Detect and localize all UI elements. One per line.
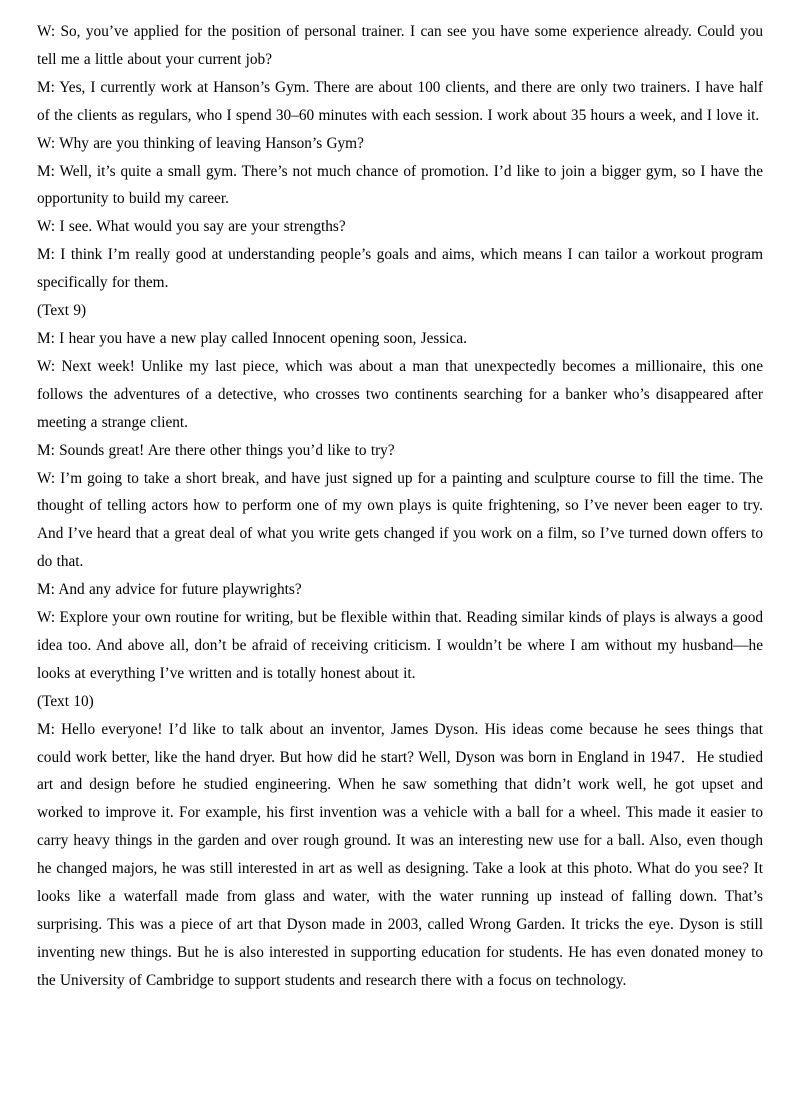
transcript-paragraph: (Text 9) <box>37 302 87 320</box>
transcript-paragraph: W: Explore your own routine for writing, but be flexible within that. Reading similar kinds of plays is always a good idea too. And above all, don’t be afraid of receiving criticism. I wouldn’t be where I am without my husband—he looks at everything I’ve written and is totally honest about it. <box>37 609 763 682</box>
transcript-paragraph: W: Why are you thinking of leaving Hanson’s Gym? <box>37 134 364 152</box>
transcript-paragraph: M: Yes, I currently work at Hanson’s Gym. There are about 100 clients, and there are only two trainers. I have half of the clients as regulars, who I spend 30–60 minutes with each session. I work about 35 hours a week, and I love it. <box>37 78 763 124</box>
transcript-paragraph: W: I see. What would you say are your strengths? <box>37 218 346 236</box>
transcript-paragraph: W: So, you’ve applied for the position of personal trainer. I can see you have some experience already. Could you tell me a little about your current job? <box>37 23 763 68</box>
transcript-paragraph: M: Well, it’s quite a small gym. There’s not much chance of promotion. I’d like to join a bigger gym, so I have the opportunity to build my career. <box>37 162 763 208</box>
transcript-paragraph: M: And any advice for future playwrights? <box>37 581 302 599</box>
transcript-paragraph: M: I hear you have a new play called Innocent opening soon, Jessica. <box>37 329 467 347</box>
transcript-paragraph: (Text 10) <box>37 692 94 710</box>
transcript-paragraph: W: Next week! Unlike my last piece, which was about a man that unexpectedly becomes a millionaire, this one follows the adventures of a detective, who crosses two continents searching for a banker who’s disappeared after meeting a strange client. <box>37 357 763 431</box>
transcript-paragraph: M: Hello everyone! I’d like to talk about an inventor, James Dyson. His ideas come because he sees things that could work better, like the hand dryer. But how did he start? Well, Dyson was born in England in 1947．He studied art and design before he studied engineering. When he saw something that didn’t work well, he got upset and worked to improve it. For example, his first invention was a vehicle with a ball for a wheel. This made it easier to carry heavy things in the garden and over rough ground. It was an interesting new use for a ball. Also, even though he changed majors, he was still interested in art as well as designing. Take a look at this photo. What do you see? It looks like a waterfall made from glass and water, with the water running up instead of falling down. That’s surprising. This was a piece of art that Dyson made in 2003, called Wrong Garden. It tricks the eye. Dyson is still inventing new things. But he is also interested in supporting education for students. He has even donated money to the University of Cambridge to support students and research there with a focus on technology. <box>37 720 763 989</box>
transcript-paragraph: W: I’m going to take a short break, and have just signed up for a painting and sculpture course to fill the time. The thought of telling actors how to perform one of my own plays is quite frightening, so I’ve never been eager to try. And I’ve heard that a great deal of what you write gets changed if you work on a film, so I’ve turned down offers to do that. <box>37 469 763 571</box>
transcript-body <box>37 18 763 995</box>
transcript-paragraph: M: Sounds great! Are there other things you’d like to try? <box>37 441 395 459</box>
transcript-paragraph: M: I think I’m really good at understanding people’s goals and aims, which means I can tailor a workout program specifically for them. <box>37 246 763 292</box>
